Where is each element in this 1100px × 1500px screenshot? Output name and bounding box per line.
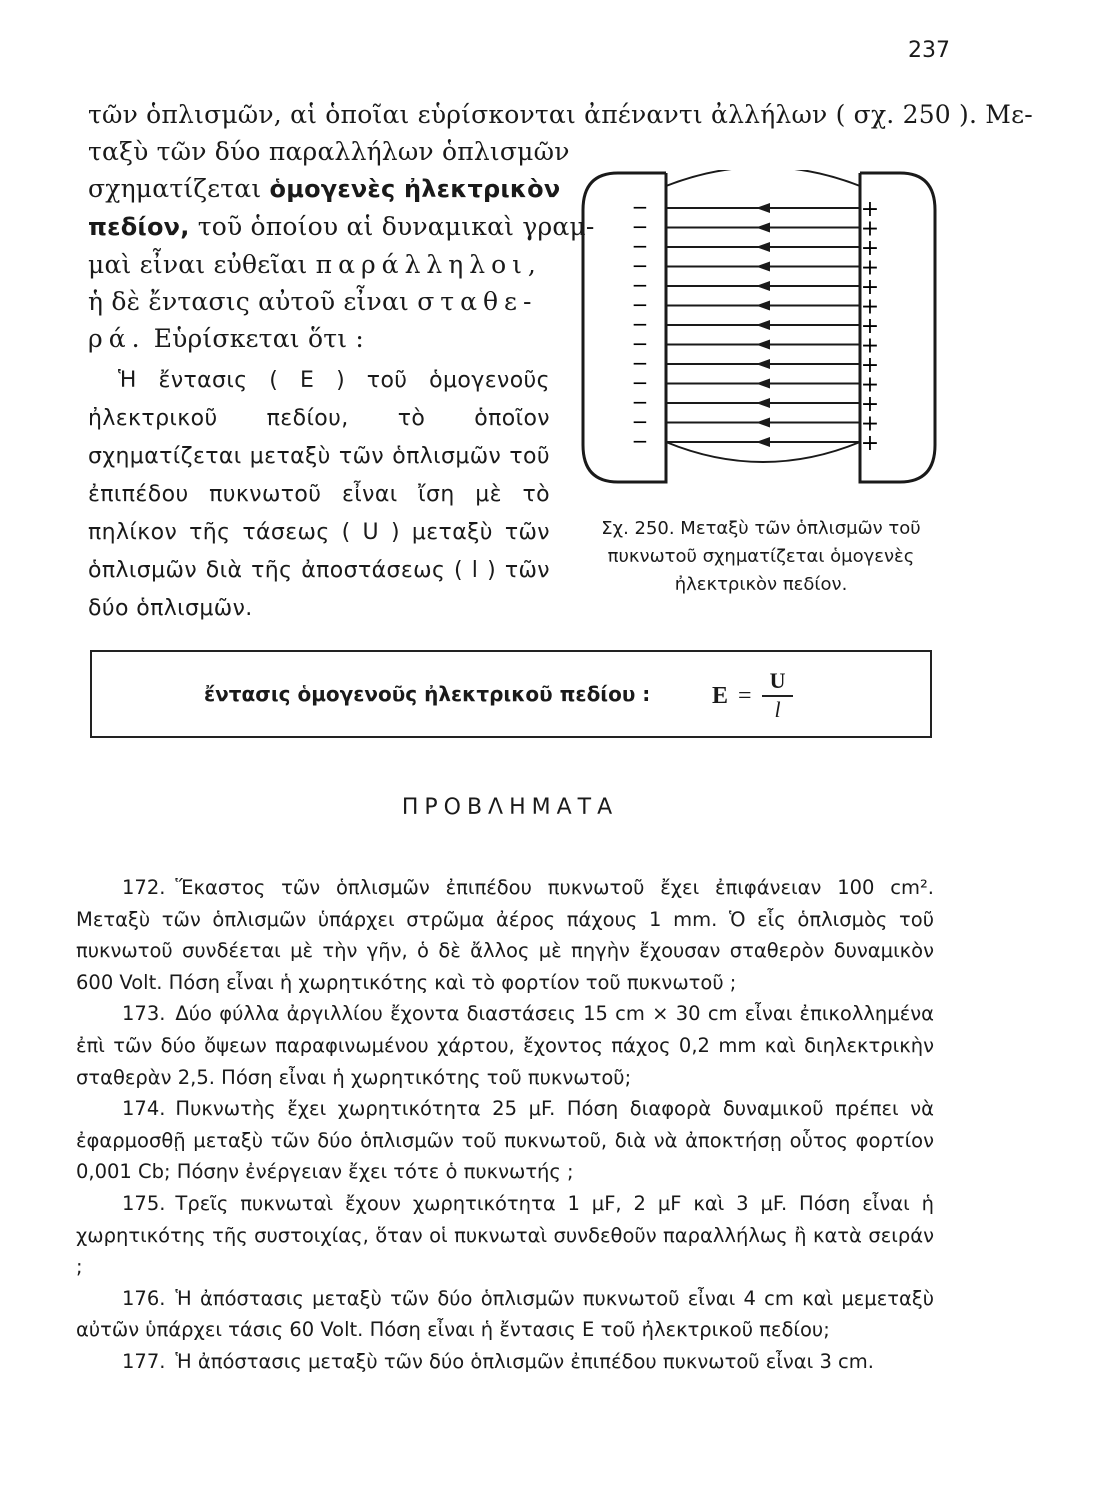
- field-arrow: [756, 223, 770, 233]
- minus-sign: −: [631, 331, 649, 356]
- intro-line-6: [88, 283, 658, 320]
- intro-line-7-text: Εὑρίσκεται ὅτι :: [153, 324, 364, 353]
- figure-caption-line-2: πυκνωτοῦ σχηματίζεται ὁμογενὲς: [607, 546, 915, 567]
- plus-sign: +: [860, 372, 880, 398]
- problem-number: 174.: [122, 1097, 166, 1121]
- figure-caption-line-1: Σχ. 250. Μεταξὺ τῶν ὁπλισμῶν τοῦ: [601, 518, 921, 539]
- plus-sign: +: [860, 411, 880, 437]
- minus-sign: −: [631, 234, 649, 258]
- plus-sign: +: [860, 353, 880, 378]
- plus-sign: +: [860, 197, 880, 222]
- law-statement-text: Ἡ ἔντασις ( Ε ) τοῦ ὁμογενοῦς ἠλεκτρικοῦ πεδίου, τὸ ὁποῖον σχηματίζεται μεταξὺ τῶν ὁπλισμῶν τοῦ ἐπιπέδου πυκνωτοῦ εἶναι ἴση μὲ τὸ πηλίκον τῆς τάσεως ( U ) μεταξὺ τῶν ὁπλισμῶν διὰ τῆς ἀποστάσεως ( l ) τῶν δύο ὁπλισμῶν.: [88, 368, 550, 621]
- field-arrow: [756, 301, 770, 311]
- minus-signs: [632, 195, 649, 453]
- problem-number: 176.: [122, 1286, 166, 1310]
- field-arrow: [756, 262, 770, 272]
- plus-sign: +: [860, 333, 880, 359]
- law-statement: [88, 362, 550, 628]
- field-arrow: [756, 340, 770, 350]
- minus-sign: −: [631, 390, 649, 414]
- problem-text: Ἡ ἀπόστασις μεταξὺ τῶν δύο ὁπλισμῶν πυκνωτοῦ εἶναι 4 cm καὶ μεμεταξὺ αὐτῶν ὑπάρχει τάσις 60 Volt. Πόση εἶναι ἡ ἔντασις Ε τοῦ ἠλεκτρικοῦ πεδίου;: [76, 1286, 934, 1342]
- problem-text: Πυκνωτὴς ἔχει χωρητικότητα 25 μF. Πόση διαφορὰ δυναμικοῦ πρέπει νὰ ἐφαρμοσθῇ μεταξὺ τῶν δύο ὁπλισμῶν τοῦ πυκνωτοῦ, διὰ νὰ ἀποκτήσῃ οὗτος φορτίον 0,001 Cb; Πόσην ἐνέργειαν ἔχει τότε ὁ πυκνωτής ;: [76, 1097, 934, 1184]
- intro-line-3: [88, 170, 658, 208]
- field-arrow: [756, 437, 770, 447]
- capacitor-figure: [578, 170, 940, 510]
- minus-sign: −: [631, 273, 649, 297]
- minus-sign: −: [631, 429, 649, 453]
- page-number: 237: [908, 38, 950, 63]
- intro-line-4-text: τοῦ ὁποίου αἱ δυναμικαὶ γραμ-: [197, 212, 595, 241]
- problems-list: [76, 872, 934, 1378]
- field-arrow: [756, 320, 770, 330]
- formula-label: ἔντασις ὁμογενοῦς ἠλεκτρικοῦ πεδίου :: [204, 682, 651, 706]
- intro-line-2: ταξὺ τῶν δύο παραλλήλων ὁπλισμῶν: [88, 137, 570, 166]
- problem-item: [76, 1188, 934, 1283]
- problem-text: Δύο φύλλα ἀργιλλίου ἔχοντα διαστάσεις 15 cm × 30 cm εἶναι ἐπικολλημένα ἐπὶ τῶν δύο ὄψεων παραφινωμένου χάρτου, ἔχοντος πάχος 0,2 mm καὶ διηλεκτρικὴν σταθερὰν 2,5. Πόση εἶναι ἡ χωρητικότης τοῦ πυκνωτοῦ;: [76, 1002, 934, 1089]
- intro-line-7: [88, 320, 658, 357]
- formula-expression: [712, 666, 793, 726]
- field-lines: [666, 203, 860, 447]
- problem-number: 172.: [122, 876, 166, 899]
- plus-sign: +: [860, 431, 880, 456]
- formula-numerator: U: [762, 669, 794, 697]
- fringe-line-top: [666, 170, 860, 186]
- field-arrow: [756, 359, 770, 369]
- field-arrow: [756, 242, 770, 252]
- plus-sign: +: [860, 216, 880, 242]
- minus-sign: −: [631, 195, 649, 219]
- problems-heading: ΠΡΟΒΛΗΜΑΤΑ: [401, 795, 619, 820]
- intro-line-5-text: μαὶ εἶναι εὐθεῖαι: [88, 250, 308, 279]
- problem-item: [76, 1346, 934, 1378]
- field-arrow: [756, 398, 770, 408]
- problem-item: [76, 1283, 934, 1346]
- problem-number: 177.: [122, 1349, 166, 1373]
- problem-item: [76, 872, 934, 998]
- field-arrow: [756, 281, 770, 291]
- problem-number: 175.: [122, 1191, 166, 1215]
- intro-paragraph: [88, 96, 1033, 357]
- plus-sign: +: [860, 236, 880, 261]
- problem-text: Τρεῖς πυκνωταὶ ἔχουν χωρητικότητα 1 μF, 2 μF καὶ 3 μF. Πόση εἶναι ἡ χωρητικότης τῆς συστοιχίας, ὅταν οἱ πυκνωταὶ συνδεθοῦν παραλλήλως ἢ κατὰ σειράν ;: [76, 1191, 934, 1279]
- minus-sign: −: [631, 409, 649, 434]
- problem-text: Ἡ ἀπόστασις μεταξὺ τῶν δύο ὁπλισμῶν ἐπιπέδου πυκνωτοῦ εἶναι 3 cm.: [175, 1349, 874, 1373]
- plus-sign: +: [860, 314, 880, 339]
- intro-line-4: [88, 208, 658, 246]
- intro-line-5: [88, 246, 658, 283]
- intro-spaced-1: παράλληλοι,: [315, 250, 542, 279]
- intro-line-3-text: σχηματίζεται: [88, 174, 262, 203]
- field-arrow: [756, 418, 770, 428]
- plus-sign: +: [860, 294, 880, 320]
- problem-item: [76, 998, 934, 1093]
- intro-spaced-2: σταθε-: [417, 287, 538, 316]
- figure-caption: [575, 515, 947, 599]
- minus-sign: −: [631, 214, 649, 239]
- left-plate: [583, 173, 666, 482]
- plus-signs: [861, 197, 879, 456]
- minus-sign: −: [631, 312, 649, 336]
- formula-fraction: [762, 669, 794, 723]
- fringe-line-bottom: [666, 442, 860, 462]
- plus-sign: +: [860, 275, 880, 300]
- formula-denominator: l: [774, 697, 781, 722]
- figure-caption-line-3: ἠλεκτρικὸν πεδίον.: [674, 574, 848, 595]
- intro-line-6-text: ἡ δὲ ἔντασις αὐτοῦ εἶναι: [88, 287, 410, 316]
- minus-sign: −: [631, 253, 649, 278]
- plus-sign: +: [860, 392, 880, 417]
- problem-number: 173.: [122, 1002, 166, 1026]
- field-arrow: [756, 379, 770, 389]
- plus-sign: +: [860, 255, 880, 281]
- formula-equals: =: [738, 682, 752, 709]
- minus-sign: −: [631, 292, 649, 317]
- capacitor-diagram: [578, 170, 940, 510]
- intro-spaced-3: ρά.: [88, 324, 146, 353]
- minus-sign: −: [631, 351, 649, 375]
- minus-sign: −: [631, 370, 649, 395]
- intro-emphasis-1: ὁμογενὲς ἠλεκτρικὸν: [269, 175, 561, 203]
- intro-emphasis-2: πεδίον,: [88, 213, 190, 241]
- problem-item: [76, 1093, 934, 1188]
- formula-lhs: E: [712, 682, 729, 709]
- formula-box: [90, 650, 932, 738]
- problem-text: Ἕκαστος τῶν ὁπλισμῶν ἐπιπέδου πυκνωτοῦ ἔχει ἐπιφάνειαν 100 cm². Μεταξὺ τῶν ὁπλισμῶν ὑπάρχει στρῶμα ἀέρος πάχους 1 mm. Ὁ εἷς ὁπλισμὸς τοῦ πυκνωτοῦ συνδέεται μὲ τὴν γῆν, ὁ δὲ ἄλλος μὲ πηγὴν ἔχουσαν σταθερὸν δυναμικὸν 600 Volt. Πόση εἶναι ἡ χωρητικότης καὶ τὸ φορτίον τοῦ πυκνωτοῦ ;: [76, 876, 934, 994]
- field-arrow: [756, 203, 770, 213]
- intro-line-1: τῶν ὁπλισμῶν, αἱ ὁποῖαι εὑρίσκονται ἀπέναντι ἀλλήλων ( σχ. 250 ). Με-: [88, 100, 1033, 129]
